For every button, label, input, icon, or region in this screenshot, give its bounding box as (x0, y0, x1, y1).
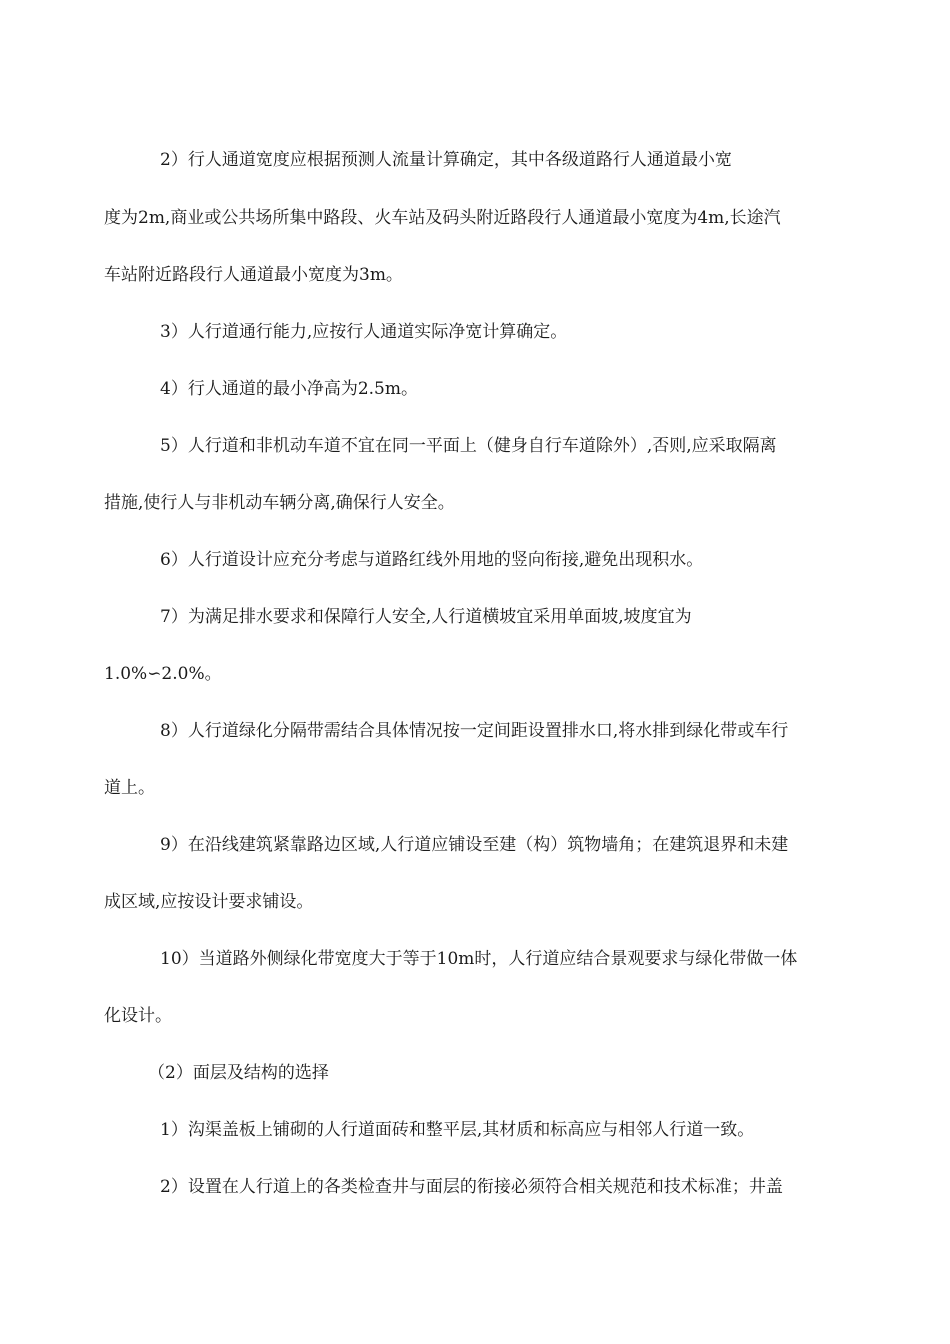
text-line: 9）在沿线建筑紧靠路边区域,人行道应铺设至建（构）筑物墙角；在建筑退界和未建 (160, 835, 789, 855)
text-line: 成区域,应按设计要求铺设。 (104, 892, 314, 912)
text-line: 7）为满足排水要求和保障行人安全,人行道横坡宜采用单面坡,坡度宜为 (160, 607, 692, 627)
section-heading: （2）面层及结构的选择 (148, 1063, 329, 1083)
text-line: 2）行人通道宽度应根据预测人流量计算确定，其中各级道路行人通道最小宽 (160, 150, 732, 170)
text-line: 措施,使行人与非机动车辆分离,确保行人安全。 (104, 493, 455, 513)
text-line: 10）当道路外侧绿化带宽度大于等于10m时，人行道应结合景观要求与绿化带做一体 (160, 949, 798, 969)
text-line: 4）行人通道的最小净高为2.5m。 (160, 379, 418, 399)
text-line: 5）人行道和非机动车道不宜在同一平面上（健身自行车道除外）,否则,应采取隔离 (160, 436, 777, 456)
text-line: 车站附近路段行人通道最小宽度为3m。 (104, 265, 403, 285)
text-line: 度为2m,商业或公共场所集中路段、火车站及码头附近路段行人通道最小宽度为4m,长途汽 (104, 208, 781, 228)
text-line: 化设计。 (104, 1006, 172, 1026)
text-line: 道上。 (104, 778, 155, 798)
text-line: 3）人行道通行能力,应按行人通道实际净宽计算确定。 (160, 322, 568, 342)
text-line: 8）人行道绿化分隔带需结合具体情况按一定间距设置排水口,将水排到绿化带或车行 (160, 721, 789, 741)
text-line: 6）人行道设计应充分考虑与道路红线外用地的竖向衔接,避免出现积水。 (160, 550, 704, 570)
text-line: 1）沟渠盖板上铺砌的人行道面砖和整平层,其材质和标高应与相邻人行道一致。 (160, 1120, 755, 1140)
text-line: 2）设置在人行道上的各类检查井与面层的衔接必须符合相关规范和技术标准；井盖 (160, 1177, 783, 1197)
text-line: 1.0%∽2.0%。 (104, 664, 222, 684)
